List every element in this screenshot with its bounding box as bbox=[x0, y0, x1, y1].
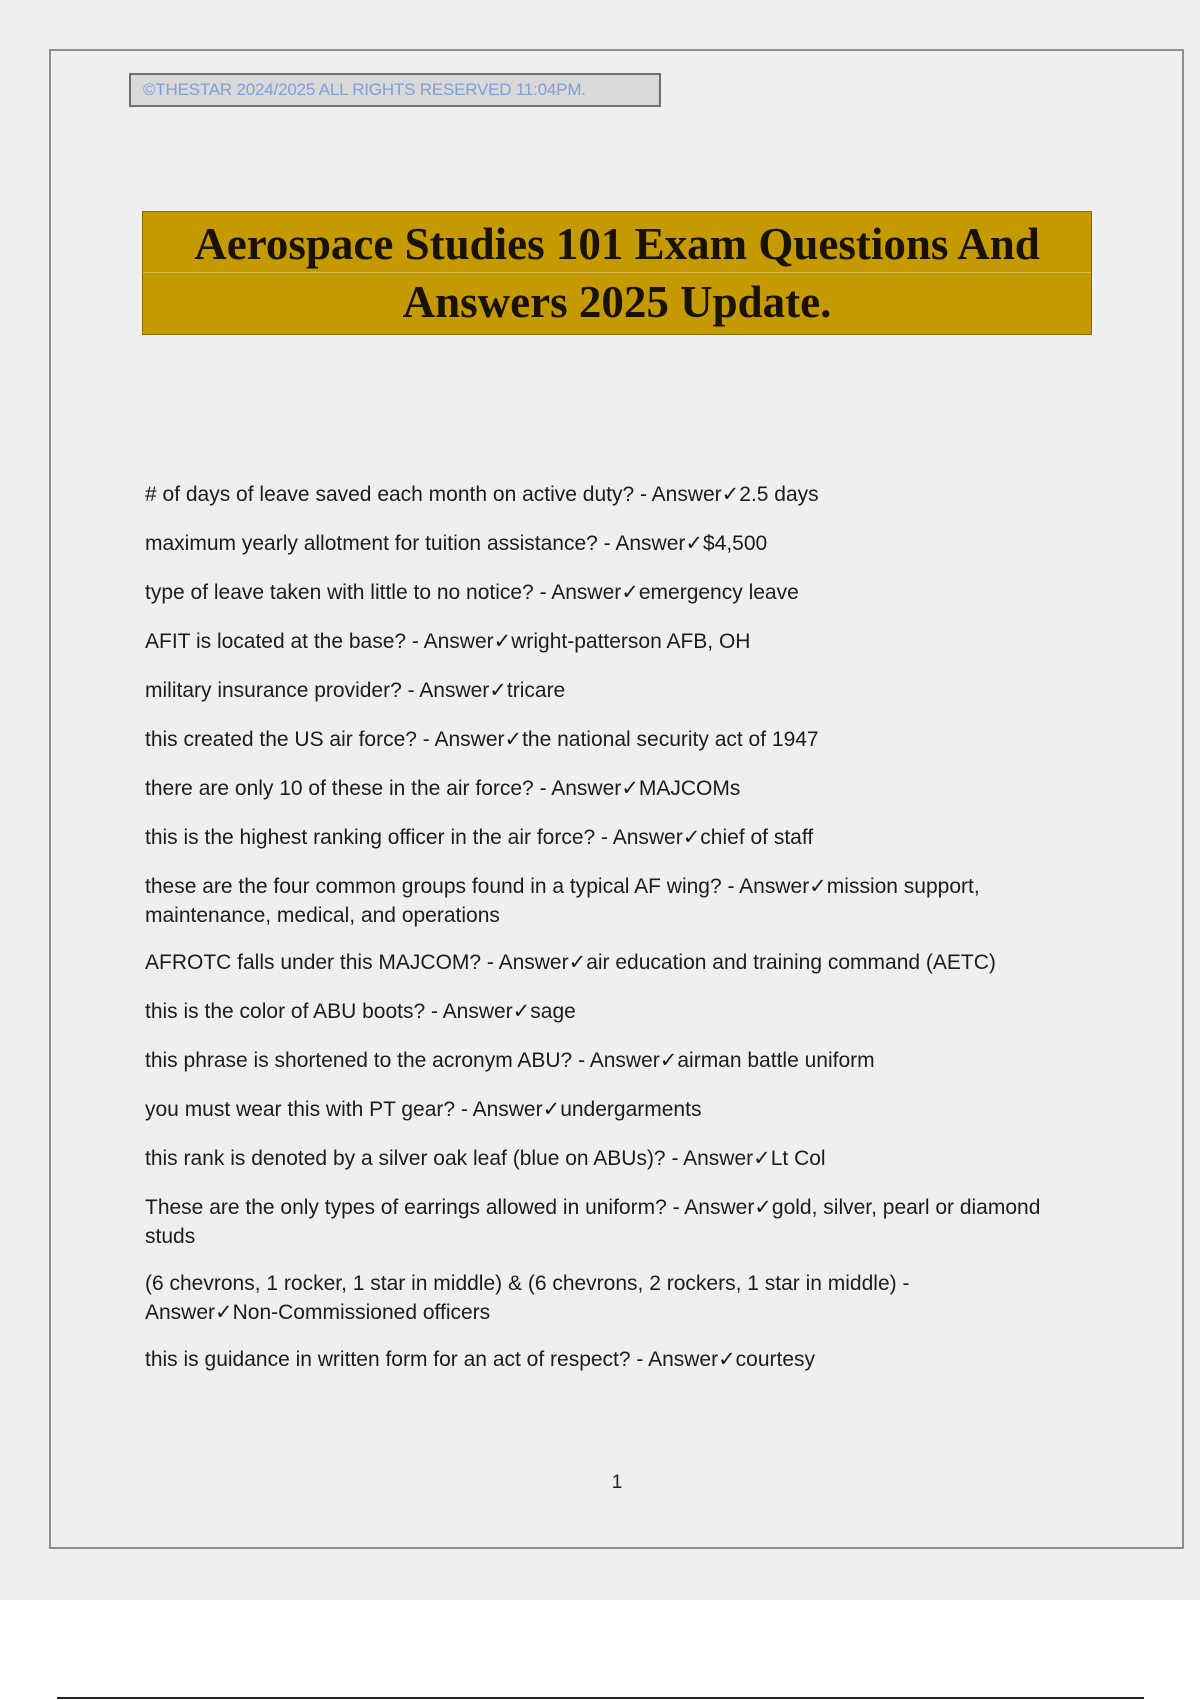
qa-item: (6 chevrons, 1 rocker, 1 star in middle) & (6 chevrons, 2 rockers, 1 star in middle) - Answer✓Non-Commissioned officers bbox=[145, 1272, 910, 1324]
qa-item: there are only 10 of these in the air force? - Answer✓MAJCOMs bbox=[145, 777, 741, 800]
qa-item: you must wear this with PT gear? - Answer✓undergarments bbox=[145, 1098, 702, 1121]
page-divider bbox=[57, 1697, 1144, 1699]
qa-item: this is guidance in written form for an act of respect? - Answer✓courtesy bbox=[145, 1348, 816, 1371]
qa-item: these are the four common groups found in a typical AF wing? - Answer✓mission support, maintenance, medical, and operations bbox=[145, 875, 980, 927]
title-banner bbox=[142, 211, 1092, 335]
page-number: 1 bbox=[611, 1472, 623, 1493]
qa-item: this is the highest ranking officer in the air force? - Answer✓chief of staff bbox=[145, 826, 814, 849]
qa-item: # of days of leave saved each month on active duty? - Answer✓2.5 days bbox=[145, 483, 819, 506]
qa-item: this created the US air force? - Answer✓the national security act of 1947 bbox=[145, 728, 819, 751]
qa-item: AFROTC falls under this MAJCOM? - Answer✓air education and training command (AETC) bbox=[145, 951, 996, 974]
qa-item: maximum yearly allotment for tuition assistance? - Answer✓$4,500 bbox=[145, 532, 768, 555]
title-line-1: Aerospace Studies 101 Exam Questions And bbox=[194, 219, 1040, 269]
copyright-banner: ©THESTAR 2024/2025 ALL RIGHTS RESERVED 11:04PM. bbox=[129, 73, 661, 107]
qa-item: this is the color of ABU boots? - Answer✓sage bbox=[145, 1000, 576, 1023]
title-line-2: Answers 2025 Update. bbox=[402, 277, 832, 327]
qa-item: this phrase is shortened to the acronym ABU? - Answer✓airman battle uniform bbox=[145, 1049, 875, 1072]
qa-item: military insurance provider? - Answer✓tricare bbox=[145, 679, 566, 702]
qa-list bbox=[145, 480, 1045, 1374]
qa-item: this rank is denoted by a silver oak leaf (blue on ABUs)? - Answer✓Lt Col bbox=[145, 1147, 826, 1170]
page-title bbox=[194, 215, 1040, 331]
qa-item: type of leave taken with little to no notice? - Answer✓emergency leave bbox=[145, 581, 799, 604]
qa-item: These are the only types of earrings allowed in uniform? - Answer✓gold, silver, pearl or diamond studs bbox=[145, 1196, 1041, 1248]
qa-item: AFIT is located at the base? - Answer✓wright-patterson AFB, OH bbox=[145, 630, 751, 653]
